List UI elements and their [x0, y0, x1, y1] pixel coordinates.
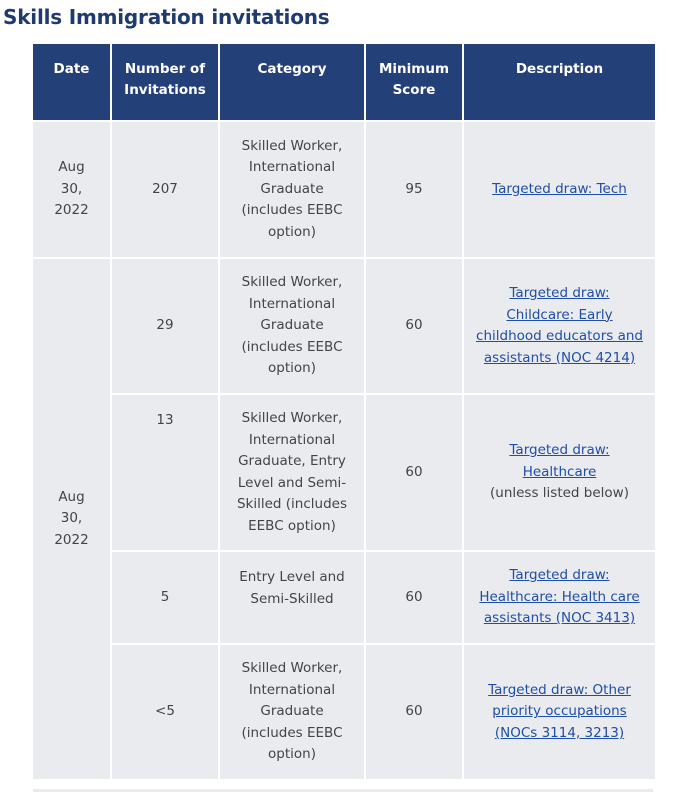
- header-description: Description: [464, 44, 655, 120]
- cell-invitations: <5: [112, 645, 218, 779]
- description-link[interactable]: Targeted draw: Other priority occupations (NOCs 3114, 3213): [488, 681, 631, 741]
- table-row: [33, 259, 655, 393]
- cell-min-score: 60: [366, 552, 462, 643]
- cell-min-score: 95: [366, 122, 462, 257]
- cell-date: [33, 122, 110, 257]
- header-date: Date: [33, 44, 110, 120]
- cell-category: Skilled Worker, International Graduate, Entry Level and Semi-Skilled (includes EEBC option): [220, 395, 364, 550]
- table-row: [33, 552, 655, 643]
- table-header-row: [33, 44, 655, 120]
- cell-invitations: 5: [112, 552, 218, 643]
- cell-description: [464, 395, 655, 550]
- header-invitations: Number of Invitations: [112, 44, 218, 120]
- table-row: [33, 395, 655, 550]
- cell-date: [33, 259, 110, 779]
- cell-description: [464, 122, 655, 257]
- table-row: [33, 122, 655, 257]
- header-min-score: Minimum Score: [366, 44, 462, 120]
- cell-description: [464, 259, 655, 393]
- header-category: Category: [220, 44, 364, 120]
- table-row: [33, 645, 655, 779]
- description-link[interactable]: Targeted draw: Healthcare: Health care assistants (NOC 3413): [479, 567, 640, 627]
- cell-min-score: 60: [366, 645, 462, 779]
- invitations-table: [31, 42, 657, 781]
- cell-category: Skilled Worker, International Graduate (includes EEBC option): [220, 122, 364, 257]
- table-bottom-edge: [33, 789, 653, 792]
- description-note: (unless listed below): [490, 485, 629, 502]
- cell-category: Skilled Worker, International Graduate (includes EEBC option): [220, 259, 364, 393]
- cell-category: Entry Level and Semi-Skilled: [220, 552, 364, 643]
- date-text: Aug 30, 2022: [54, 159, 89, 219]
- cell-invitations: 13: [112, 395, 218, 550]
- description-link[interactable]: Targeted draw: Healthcare: [509, 442, 610, 480]
- cell-category: Skilled Worker, International Graduate (includes EEBC option): [220, 645, 364, 779]
- cell-description: [464, 645, 655, 779]
- cell-min-score: 60: [366, 395, 462, 550]
- cell-min-score: 60: [366, 259, 462, 393]
- cell-invitations: 207: [112, 122, 218, 257]
- page-title: Skills Immigration invitations: [3, 5, 330, 29]
- description-link[interactable]: Targeted draw: Tech: [492, 180, 627, 197]
- date-text: Aug 30, 2022: [54, 488, 89, 548]
- description-link[interactable]: Targeted draw: Childcare: Early childhood educators and assistants (NOC 4214): [476, 285, 643, 366]
- cell-invitations: 29: [112, 259, 218, 393]
- cell-description: [464, 552, 655, 643]
